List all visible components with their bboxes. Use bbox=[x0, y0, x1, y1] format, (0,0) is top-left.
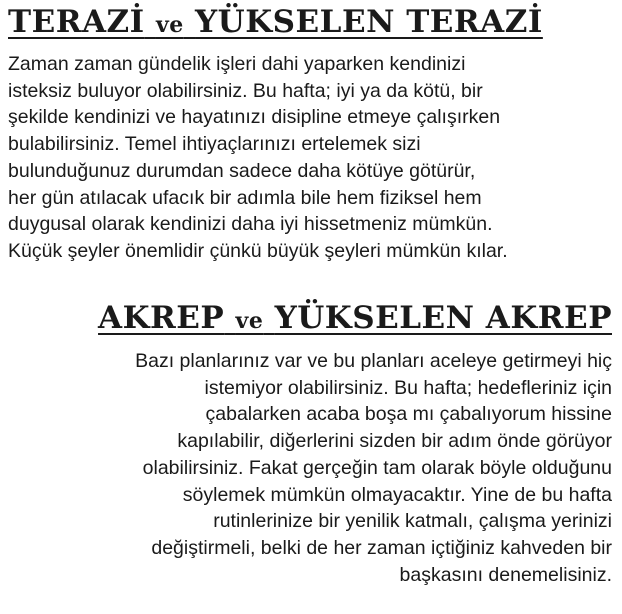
terazi-line: Zaman zaman gündelik işleri dahi yaparken kendinizi bbox=[8, 53, 466, 75]
terazi-line: isteksiz buluyor olabilirsiniz. Bu hafta; iyi ya da kötü, bir bbox=[8, 79, 483, 102]
akrep-line: başkasını denemelisiniz. bbox=[399, 563, 612, 586]
akrep-line: rutinlerinize bir yenilik katmalı, çalışma yerinizi bbox=[213, 510, 612, 533]
akrep-line: kapılabilir, diğerlerini sizden bir adım önde görüyor bbox=[177, 430, 612, 453]
terazi-line: bulabilirsiniz. Temel ihtiyaçlarınızı ertelemek sizi bbox=[8, 133, 421, 156]
terazi-heading-ve: ve bbox=[155, 12, 184, 38]
akrep-paragraph bbox=[4, 348, 612, 588]
akrep-line: Bazı planlarınız var ve bu planları aceleye getirmeyi hiç bbox=[135, 350, 612, 372]
akrep-heading-rest: YÜKSELEN AKREP bbox=[274, 300, 612, 336]
akrep-line: çabalarken acaba boşa mı çabalıyorum hissine bbox=[205, 403, 612, 426]
terazi-heading-rest: YÜKSELEN TERAZİ bbox=[195, 4, 543, 40]
terazi-line: Küçük şeyler önemlidir çünkü büyük şeyleri mümkün kılar. bbox=[8, 239, 508, 262]
terazi-line: şekilde kendinizi ve hayatınızı disipline etmeye çalışırken bbox=[8, 106, 501, 129]
terazi-heading-main: TERAZİ bbox=[8, 4, 145, 40]
terazi-paragraph bbox=[8, 51, 614, 265]
akrep-heading-ve: ve bbox=[235, 308, 264, 334]
terazi-line: bulunduğunuz durumdan sadece daha kötüye götürür, bbox=[8, 159, 476, 182]
akrep-line: istemiyor olabilirsiniz. Bu hafta; hedefleriniz için bbox=[204, 376, 612, 399]
terazi-heading bbox=[8, 2, 543, 45]
akrep-line: söylemek mümkün olmayacaktır. Yine de bu hafta bbox=[182, 483, 612, 506]
akrep-heading-main: AKREP bbox=[98, 300, 225, 336]
akrep-line: olabilirsiniz. Fakat gerçeğin tam olarak böyle olduğunu bbox=[142, 456, 612, 479]
akrep-line: değiştirmeli, belki de her zaman içtiğiniz kahveden bir bbox=[151, 536, 612, 559]
terazi-line: duygusal olarak kendinizi daha iyi hissetmeniz mümkün. bbox=[8, 213, 493, 236]
terazi-line: her gün atılacak ufacık bir adımla bile hem fiziksel hem bbox=[8, 186, 482, 209]
akrep-heading bbox=[98, 298, 612, 341]
